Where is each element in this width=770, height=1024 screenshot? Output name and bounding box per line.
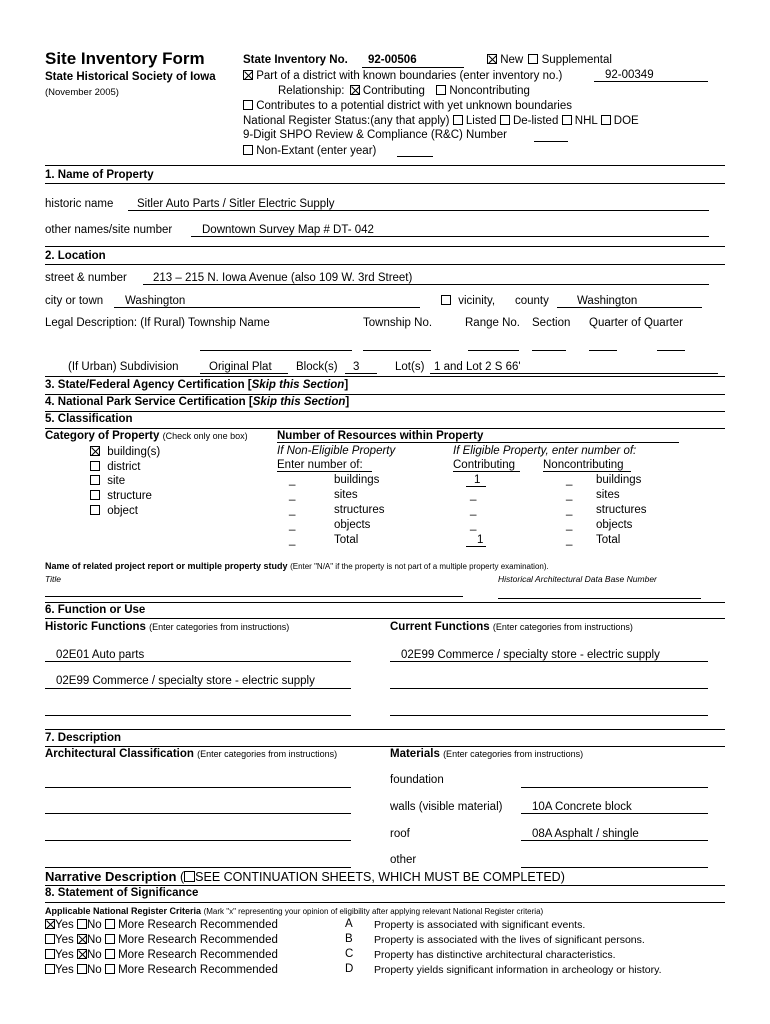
- other-names-value[interactable]: Downtown Survey Map # DT- 042: [202, 224, 374, 236]
- arch-class-4[interactable]: [45, 867, 351, 868]
- arch-class-3[interactable]: [45, 840, 351, 841]
- row-label-sites-2: sites: [596, 489, 620, 501]
- object-label: object: [107, 505, 138, 517]
- section-1-title: 1. Name of Property: [45, 169, 154, 181]
- contrib-total[interactable]: 1: [477, 534, 484, 546]
- arch-class-2[interactable]: [45, 813, 351, 814]
- narrative-row: Narrative Description ( SEE CONTINUATION SHEETS, WHICH MUST BE COMPLETED): [45, 869, 565, 884]
- noncontrib-sites[interactable]: _: [566, 489, 573, 501]
- section-2-title: 2. Location: [45, 250, 106, 262]
- resources-label: Number of Resources within Property: [277, 430, 484, 442]
- current-function-1[interactable]: 02E99 Commerce / specialty store - electric supply: [401, 649, 660, 661]
- related-title-field[interactable]: [45, 596, 463, 597]
- criterion-b-text: Property is associated with the lives of significant persons.: [374, 934, 645, 946]
- noncontributing-checkbox[interactable]: [436, 85, 446, 95]
- noncontrib-structures[interactable]: _: [566, 504, 573, 516]
- historic-function-3[interactable]: [45, 715, 351, 716]
- nonelig-sites[interactable]: _: [289, 489, 296, 501]
- relationship-row: [278, 85, 530, 98]
- noncontrib-total[interactable]: _: [566, 534, 573, 546]
- city-label: city or town: [45, 295, 104, 307]
- street-value[interactable]: 213 – 215 N. Iowa Avenue (also 109 W. 3rd Street): [153, 272, 413, 284]
- nhl-checkbox[interactable]: [562, 115, 572, 125]
- criterion-d-more-checkbox[interactable]: [105, 964, 115, 974]
- other-names-label: other names/site number: [45, 224, 173, 236]
- district-row: [243, 70, 562, 83]
- historic-function-2[interactable]: 02E99 Commerce / specialty store - electric supply: [56, 675, 315, 687]
- narrative-checkbox[interactable]: [184, 871, 195, 882]
- noncontributing-label: Noncontributing: [449, 85, 530, 97]
- vicinity-label: vicinity,: [458, 295, 496, 307]
- criterion-c-letter: C: [345, 948, 354, 960]
- row-label-buildings: buildings: [334, 474, 380, 486]
- structure-checkbox[interactable]: [90, 490, 100, 500]
- county-value[interactable]: Washington: [577, 295, 638, 307]
- row-label-structures-2: structures: [596, 504, 647, 516]
- walls-label: walls (visible material): [390, 801, 503, 813]
- row-label-objects: objects: [334, 519, 371, 531]
- range-no-label: Range No.: [465, 317, 520, 329]
- category-label: Category of Property (Check only one box): [45, 430, 248, 442]
- blocks-label: Block(s): [296, 361, 338, 373]
- vicinity-checkbox[interactable]: [441, 295, 451, 305]
- materials-label: Materials (Enter categories from instructions): [390, 748, 584, 760]
- criterion-d-yes-checkbox[interactable]: [45, 964, 55, 974]
- section-4-title: 4. National Park Service Certification [Skip this Section]: [45, 396, 350, 408]
- historic-function-1[interactable]: 02E01 Auto parts: [56, 649, 145, 661]
- database-number-label: Historical Architectural Data Base Number: [498, 574, 657, 584]
- contributing-label: Contributing: [362, 85, 425, 97]
- row-label-total: Total: [334, 534, 359, 546]
- lots-label: Lot(s): [395, 361, 425, 373]
- criterion-c-more-checkbox[interactable]: [105, 949, 115, 959]
- shpo-label: 9-Digit SHPO Review & Compliance (R&C) Number: [243, 129, 507, 141]
- district-number[interactable]: 92-00349: [605, 69, 654, 81]
- criterion-a-text: Property is associated with significant events.: [374, 919, 586, 931]
- foundation-field[interactable]: [521, 787, 708, 788]
- section-7-title: 7. Description: [45, 732, 122, 744]
- object-checkbox[interactable]: [90, 505, 100, 515]
- row-label-buildings-2: buildings: [596, 474, 642, 486]
- criteria-label: Applicable National Register Criteria (Mark "x" representing your opinion of eligibility after applying relevant National Register criteria): [45, 906, 544, 916]
- section-3-title: 3. State/Federal Agency Certification [Skip this Section]: [45, 379, 349, 391]
- new-row: [487, 54, 612, 67]
- subdivision-value[interactable]: Original Plat: [209, 361, 272, 373]
- listed-label: Listed: [465, 115, 497, 127]
- org-name: State Historical Society of Iowa: [45, 71, 216, 83]
- noncontrib-buildings[interactable]: _: [566, 474, 573, 486]
- row-label-objects-2: objects: [596, 519, 633, 531]
- foundation-label: foundation: [390, 774, 444, 786]
- category-district: [90, 461, 140, 474]
- nonextant-label: Non-Extant (enter year): [256, 145, 377, 157]
- relationship-label: Relationship:: [278, 85, 345, 97]
- site-label: site: [107, 475, 126, 487]
- blocks-value[interactable]: 3: [353, 361, 360, 373]
- historic-name-label: historic name: [45, 198, 114, 210]
- nonelig-total[interactable]: _: [289, 534, 296, 546]
- narrative-text: SEE CONTINUATION SHEETS, WHICH MUST BE COMPLETED): [195, 870, 565, 884]
- roof-value[interactable]: 08A Asphalt / shingle: [532, 828, 639, 840]
- criterion-a-more-checkbox[interactable]: [105, 919, 115, 929]
- criterion-c-yes-checkbox[interactable]: [45, 949, 55, 959]
- building-checkbox[interactable]: [90, 446, 100, 456]
- delisted-checkbox[interactable]: [500, 115, 510, 125]
- contributing-checkbox[interactable]: [350, 85, 360, 95]
- quarter-label: Quarter of Quarter: [589, 317, 683, 329]
- criteria-row-a: Yes No More Research Recommended: [45, 919, 278, 932]
- street-label: street & number: [45, 272, 127, 284]
- section-label: Section: [532, 317, 571, 329]
- listed-checkbox[interactable]: [453, 115, 463, 125]
- district-category-label: district: [107, 461, 141, 473]
- non-eligible-label: If Non-Eligible Property: [277, 445, 396, 457]
- database-number-field[interactable]: [498, 598, 701, 599]
- arch-classification-label: Architectural Classification (Enter categories from instructions): [45, 748, 338, 760]
- contrib-buildings[interactable]: 1: [474, 474, 481, 486]
- criterion-b-more-checkbox[interactable]: [105, 934, 115, 944]
- urban-subdivision-label: (If Urban) Subdivision: [68, 361, 179, 373]
- supplemental-label: Supplemental: [541, 54, 612, 66]
- contrib-sites[interactable]: _: [470, 489, 477, 501]
- district-label: Part of a district with known boundaries (enter inventory no.): [256, 70, 563, 82]
- nhl-label: NHL: [574, 115, 598, 127]
- contrib-objects[interactable]: _: [470, 519, 477, 531]
- nonelig-buildings[interactable]: _: [289, 474, 296, 486]
- township-no-label: Township No.: [363, 317, 433, 329]
- historic-name-value[interactable]: Sitler Auto Parts / Sitler Electric Supply: [137, 198, 335, 210]
- nonextant-checkbox[interactable]: [243, 145, 253, 155]
- contributing-col-label: Contributing: [453, 459, 516, 471]
- vicinity-row: [441, 295, 495, 308]
- potential-label: Contributes to a potential district with yet unknown boundaries: [256, 100, 572, 112]
- inventory-label: State Inventory No.: [243, 54, 348, 66]
- criteria-row-b: Yes No More Research Recommended: [45, 934, 278, 947]
- inventory-number[interactable]: 92-00506: [368, 54, 417, 66]
- criterion-b-letter: B: [345, 933, 353, 945]
- nonextant-row: [243, 145, 376, 158]
- doe-label: DOE: [613, 115, 639, 127]
- form-date: (November 2005): [45, 87, 119, 98]
- district-category-checkbox[interactable]: [90, 461, 100, 471]
- current-function-2[interactable]: [390, 688, 708, 689]
- district-checkbox[interactable]: [243, 70, 253, 80]
- criteria-row-c: Yes No More Research Recommended: [45, 949, 278, 962]
- potential-checkbox[interactable]: [243, 100, 253, 110]
- noncontrib-objects[interactable]: _: [566, 519, 573, 531]
- related-study-label: Name of related project report or multiple property study (Enter "N/A" if the property is not part of a multiple property examination).: [45, 561, 549, 571]
- category-structure: [90, 490, 152, 503]
- city-value[interactable]: Washington: [125, 295, 186, 307]
- legal-description-label: Legal Description: (If Rural) Township Name: [45, 317, 270, 329]
- criterion-a-letter: A: [345, 918, 353, 930]
- potential-row: [243, 100, 572, 113]
- lots-value[interactable]: 1 and Lot 2 S 66': [434, 361, 521, 373]
- criterion-d-letter: D: [345, 963, 354, 975]
- arch-class-1[interactable]: [45, 787, 351, 788]
- walls-value[interactable]: 10A Concrete block: [532, 801, 632, 813]
- criterion-d-text: Property yields significant information in archeology or history.: [374, 964, 662, 976]
- row-label-structures: structures: [334, 504, 385, 516]
- supplemental-checkbox[interactable]: [528, 54, 538, 64]
- noncontributing-col-label: Noncontributing: [543, 459, 624, 471]
- current-function-3[interactable]: [390, 715, 708, 716]
- row-label-sites: sites: [334, 489, 358, 501]
- section-5-title: 5. Classification: [45, 413, 133, 425]
- new-label: New: [500, 54, 524, 66]
- row-label-total-2: Total: [596, 534, 621, 546]
- criterion-c-no-checkbox[interactable]: [77, 949, 87, 959]
- nr-status-row: [243, 115, 639, 128]
- structure-label: structure: [107, 490, 152, 502]
- other-material-field[interactable]: [521, 867, 708, 868]
- criterion-d-no-checkbox[interactable]: [77, 964, 87, 974]
- section-6-title: 6. Function or Use: [45, 604, 146, 616]
- criteria-row-d: Yes No More Research Recommended: [45, 964, 278, 977]
- criterion-b-yes-checkbox[interactable]: [45, 934, 55, 944]
- category-building: [90, 446, 160, 459]
- nr-status-label: National Register Status:(any that apply): [243, 115, 450, 127]
- criterion-c-text: Property has distinctive architectural characteristics.: [374, 949, 616, 961]
- form-title: Site Inventory Form: [45, 49, 205, 68]
- eligible-label: If Eligible Property, enter number of:: [453, 445, 637, 457]
- building-label: building(s): [107, 446, 161, 458]
- nonelig-objects[interactable]: _: [289, 519, 296, 531]
- roof-label: roof: [390, 828, 410, 840]
- site-checkbox[interactable]: [90, 475, 100, 485]
- county-label: county: [515, 295, 549, 307]
- doe-checkbox[interactable]: [601, 115, 611, 125]
- contrib-structures[interactable]: _: [470, 504, 477, 516]
- new-checkbox[interactable]: [487, 54, 497, 64]
- criterion-a-no-checkbox[interactable]: [77, 919, 87, 929]
- category-site: [90, 475, 125, 488]
- historic-functions-label: Historic Functions (Enter categories from instructions): [45, 621, 290, 633]
- enter-number-label: Enter number of:: [277, 459, 363, 471]
- nonelig-structures[interactable]: _: [289, 504, 296, 516]
- other-material-label: other: [390, 854, 417, 866]
- related-title-label: Title: [45, 574, 61, 584]
- section-8-title: 8. Statement of Significance: [45, 887, 199, 899]
- criterion-a-yes-checkbox[interactable]: [45, 919, 55, 929]
- current-functions-label: Current Functions (Enter categories from instructions): [390, 621, 633, 633]
- category-object: [90, 505, 138, 518]
- narrative-label: Narrative Description: [45, 869, 177, 884]
- criterion-b-no-checkbox[interactable]: [77, 934, 87, 944]
- delisted-label: De-listed: [512, 115, 559, 127]
